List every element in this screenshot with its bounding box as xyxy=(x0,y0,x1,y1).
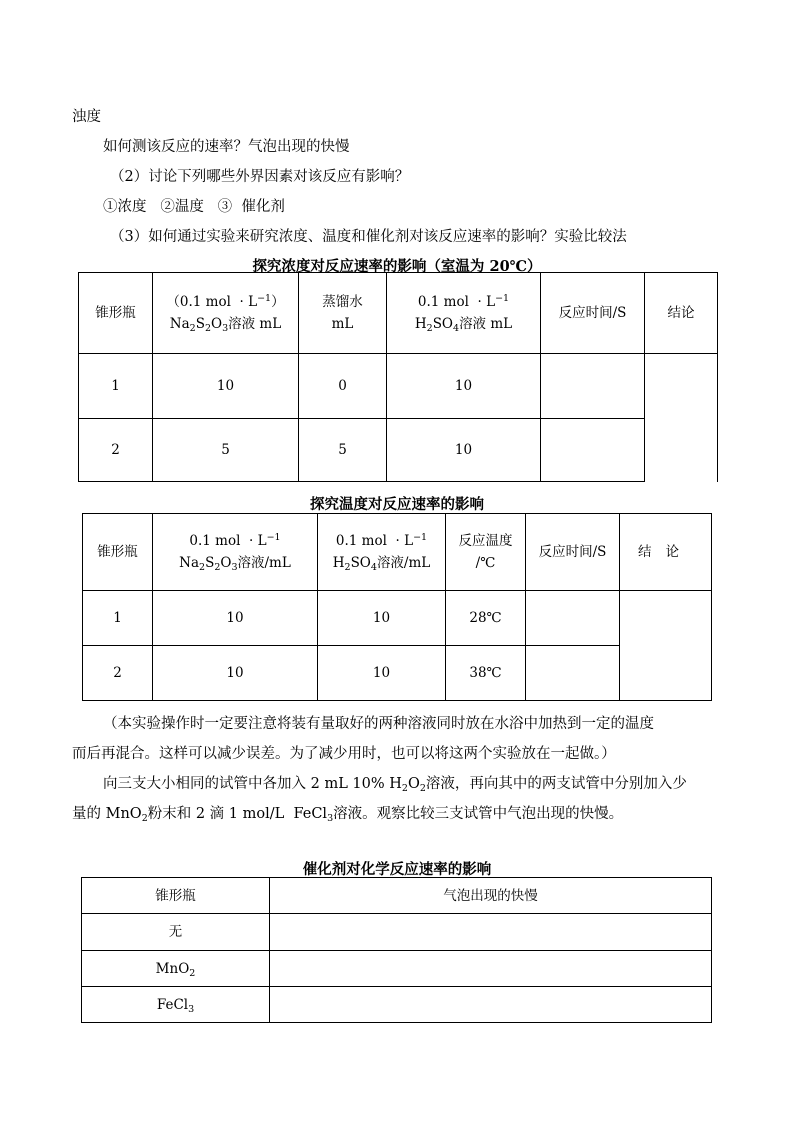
table2-r1-temp: 28℃ xyxy=(446,591,526,646)
table1-r2-na: 5 xyxy=(153,419,299,482)
table2-header-h2so4: 0.1 mol · $L^{-1}$ $H_2SO_4$溶液/mL xyxy=(318,514,446,591)
table3-header-bubble-speed: 气泡出现的快慢 xyxy=(270,878,712,914)
table-row xyxy=(79,419,718,482)
table2-title: 探究温度对反应速率的影响 xyxy=(310,496,484,513)
table1-header-time: 反应时间/S xyxy=(541,273,645,354)
table2-header-row xyxy=(83,514,712,591)
table3-row-mno2-result xyxy=(270,951,712,987)
procedure-line-2: 量的 MnO$_2$粉末和 2 滴 1 mol/L FeCl$_3$溶液。观察比较三支试管中气泡出现的快慢。 xyxy=(72,806,624,824)
table2-r2-temp: 38℃ xyxy=(446,646,526,701)
table1-na-line2: $Na_2S_2O_3$溶液 mL xyxy=(169,316,282,334)
table1-r2-flask: 2 xyxy=(79,419,153,482)
text-line-discuss-factors: （2）讨论下列哪些外界因素对该反应有影响？ xyxy=(110,169,410,185)
table1-r1-acid: 10 xyxy=(387,354,541,419)
table2-r1-flask: 1 xyxy=(83,591,153,646)
table1-r1-na: 10 xyxy=(153,354,299,419)
table2-r2-na: 10 xyxy=(153,646,318,701)
table-row xyxy=(82,987,712,1023)
table2-r1-acid: 10 xyxy=(318,591,446,646)
table2-header-temperature: 反应温度 /℃ xyxy=(446,514,526,591)
table1-na-line1: （0.1 mol · $L^{-1}$） xyxy=(166,293,285,310)
table1-conclusion-cell xyxy=(645,354,718,482)
table1-header-h2so4: 0.1 mol · $L^{-1}$ $H_2SO_4$溶液 mL xyxy=(387,273,541,354)
procedure-line-1: 向三支大小相同的试管中各加入 2 mL 10% $H_2O_2$溶液，再向其中的两支试管中分别加入少 xyxy=(103,776,687,794)
table2-header-time: 反应时间/S xyxy=(526,514,620,591)
table2-r2-acid: 10 xyxy=(318,646,446,701)
table2-r1-time xyxy=(526,591,620,646)
table1-r1-flask: 1 xyxy=(79,354,153,419)
table3-header-row xyxy=(82,878,712,914)
note-line-2: 而后再混合。这样可以减少误差。为了减少用时，也可以将这两个实验放在一起做。） xyxy=(72,746,616,762)
table1-r2-time xyxy=(541,419,645,482)
catalyst-table xyxy=(81,877,712,1023)
table-row xyxy=(83,591,712,646)
table3-row-fecl3: FeCl$_3$ xyxy=(82,987,270,1023)
text-line-turbidity: 浊度 xyxy=(72,109,101,125)
table-row xyxy=(82,914,712,951)
table-row xyxy=(82,951,712,987)
table3-header-flask: 锥形瓶 xyxy=(82,878,270,914)
table3-row-mno2: MnO$_2$ xyxy=(82,951,270,987)
text-line-experiment-method: （3）如何通过实验来研究浓度、温度和催化剂对该反应速率的影响？实验比较法 xyxy=(110,229,627,245)
table1-header-flask: 锥形瓶 xyxy=(79,273,153,354)
table2-header-na2s2o3: 0.1 mol · $L^{-1}$ $Na_2S_2O_3$溶液/mL xyxy=(153,514,318,591)
table-row xyxy=(79,354,718,419)
table1-r1-time xyxy=(541,354,645,419)
table1-r2-acid: 10 xyxy=(387,419,541,482)
table2-conclusion-cell xyxy=(620,591,712,701)
table1-r1-water: 0 xyxy=(299,354,387,419)
table3-row-none-result xyxy=(270,914,712,951)
table-row xyxy=(83,646,712,701)
table2-r2-time xyxy=(526,646,620,701)
text-line-measure-rate: 如何测该反应的速率？气泡出现的快慢 xyxy=(103,139,350,155)
concentration-table xyxy=(78,272,718,482)
table1-r2-water: 5 xyxy=(299,419,387,482)
table1-header-na2s2o3 xyxy=(153,273,299,354)
table3-title: 催化剂对化学反应速率的影响 xyxy=(302,861,492,878)
table1-header-row xyxy=(79,273,718,354)
table1-title: 探究浓度对反应速率的影响（室温为 20℃） xyxy=(252,258,542,275)
table1-header-water: 蒸馏水 mL xyxy=(299,273,387,354)
temperature-table xyxy=(82,513,712,701)
note-line-1: （本实验操作时一定要注意将装有量取好的两种溶液同时放在水浴中加热到一定的温度 xyxy=(103,716,654,732)
table3-row-none: 无 xyxy=(82,914,270,951)
table2-header-flask: 锥形瓶 xyxy=(83,514,153,591)
table2-r2-flask: 2 xyxy=(83,646,153,701)
table1-header-conclusion: 结论 xyxy=(645,273,718,354)
table3-row-fecl3-result xyxy=(270,987,712,1023)
table2-header-conclusion: 结论 xyxy=(620,514,712,591)
table2-r1-na: 10 xyxy=(153,591,318,646)
text-line-factor-list: ①浓度 ②温度 ③ 催化剂 xyxy=(103,199,285,215)
